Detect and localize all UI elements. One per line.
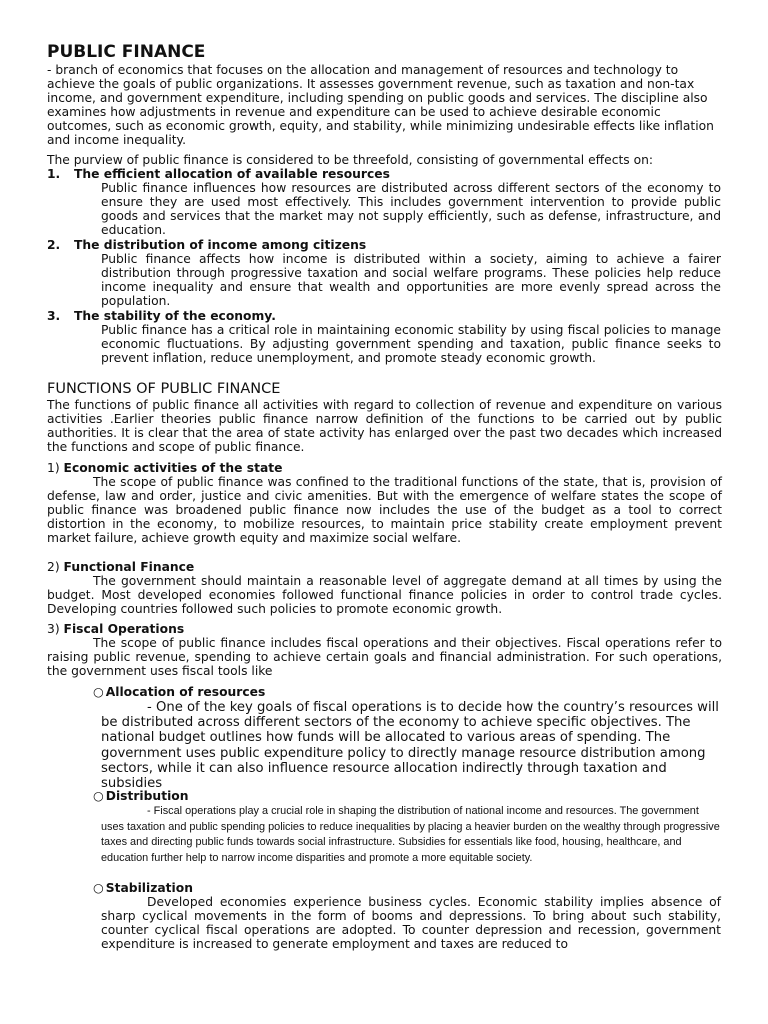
function-heading-3: 3) Fiscal Operations: [47, 622, 185, 636]
effect-text-2: Public finance affects how income is distributed within a society, aiming to achieve a fairer distribution through progressive taxation and social welfare programs. These policies help reduce income inequality and ensure that wealth and opportunities are more evenly spread across the population.: [101, 252, 721, 308]
bullet-heading-1: ○ Allocation of resources: [93, 685, 266, 699]
bullet-heading-3: ○ Stabilization: [93, 881, 193, 895]
bullet-text-1: - One of the key goals of fiscal operations is to decide how the country’s resources will be distributed across different sectors of the economy to achieve specific objectives. The national budget outlines how funds will be allocated to various areas of spending. The government uses public expenditure policy to directly manage resource distribution among sectors, while it can also influence resource allocation indirectly through taxation and subsidies: [101, 700, 719, 792]
functions-intro: The functions of public finance all activities with regard to collection of revenue and expenditure on various activities .Earlier theories public finance narrow definition of the functions to be carried out by public authorities. It is clear that the area of state activity has enlarged over the past two decades which increased the functions and scope of public finance.: [47, 398, 722, 454]
page-title: PUBLIC FINANCE: [47, 42, 206, 62]
function-text-3: The scope of public finance includes fiscal operations and their objectives. Fiscal operations refer to raising public revenue, spending to achieve certain goals and financial administration. For such operations, the government uses fiscal tools like: [47, 636, 722, 678]
function-text-2: The government should maintain a reasonable level of aggregate demand at all times by using the budget. Most developed economies followed functional finance policies in order to control trade cycles. Developing countries followed such policies to promote economic growth.: [47, 574, 722, 616]
function-heading-1: 1) Economic activities of the state: [47, 461, 283, 475]
effect-text-1: Public finance influences how resources are distributed across different sectors of the economy to ensure they are used most effectively. This includes government intervention to provide public goods and services that the market may not supply efficiently, such as defense, infrastructure, and education.: [101, 181, 721, 237]
bullet-text-3: Developed economies experience business cycles. Economic stability implies absence of sharp cyclical movements in the form of booms and depressions. To bring about such stability, counter cyclical fiscal operations are adopted. To counter depression and recession, government expenditure is increased to generate employment and taxes are reduced to: [101, 895, 721, 951]
effect-heading-2: 2. The distribution of income among citizens: [47, 238, 367, 252]
function-heading-2: 2) Functional Finance: [47, 560, 195, 574]
effect-text-3: Public finance has a critical role in maintaining economic stability by using fiscal policies to manage economic fluctuations. By adjusting government spending and taxation, public finance seeks to prevent inflation, reduce unemployment, and promote steady economic growth.: [101, 323, 721, 365]
functions-heading: FUNCTIONS OF PUBLIC FINANCE: [47, 381, 281, 397]
bullet-text-2: - Fiscal operations play a crucial role in shaping the distribution of national income and resources. The government uses taxation and public spending policies to reduce inequalities by placing a heavier burden on the wealthy through progressive taxes and directing public funds towards social infrastructure. Subsidies for essentials like food, housing, healthcare, and education further help to narrow income disparities and promote a more equitable society.: [101, 805, 720, 864]
circle-bullet-icon: ○: [93, 789, 104, 803]
bullet-heading-2: ○ Distribution: [93, 789, 189, 803]
effect-heading-1: 1. The efficient allocation of available resources: [47, 167, 390, 181]
function-text-1: The scope of public finance was confined to the traditional functions of the state, that is, provision of defense, law and order, justice and civic amenities. But with the emergence of welfare states the scope of public finance was broadened public finance now includes the use of the budget as a tool to correct distortion in the economy, to mobilize resources, to maintain price stability create employment prevent market failure, achieve growth equity and maximize social welfare.: [47, 475, 722, 545]
intro-paragraph: - branch of economics that focuses on the allocation and management of resources and technology to achieve the goals of public organizations. It assesses government revenue, such as taxation and non-tax income, and government expenditure, including spending on public goods and services. The discipline also examines how adjustments in revenue and expenditure can be used to achieve desirable economic outcomes, such as economic growth, equity, and stability, while minimizing undesirable effects like inflation and income inequality.: [47, 63, 714, 147]
circle-bullet-icon: ○: [93, 685, 104, 699]
circle-bullet-icon: ○: [93, 881, 104, 895]
purview-paragraph: The purview of public finance is considered to be threefold, consisting of governmental effects on:: [47, 153, 654, 167]
effect-heading-3: 3. The stability of the economy.: [47, 309, 276, 323]
